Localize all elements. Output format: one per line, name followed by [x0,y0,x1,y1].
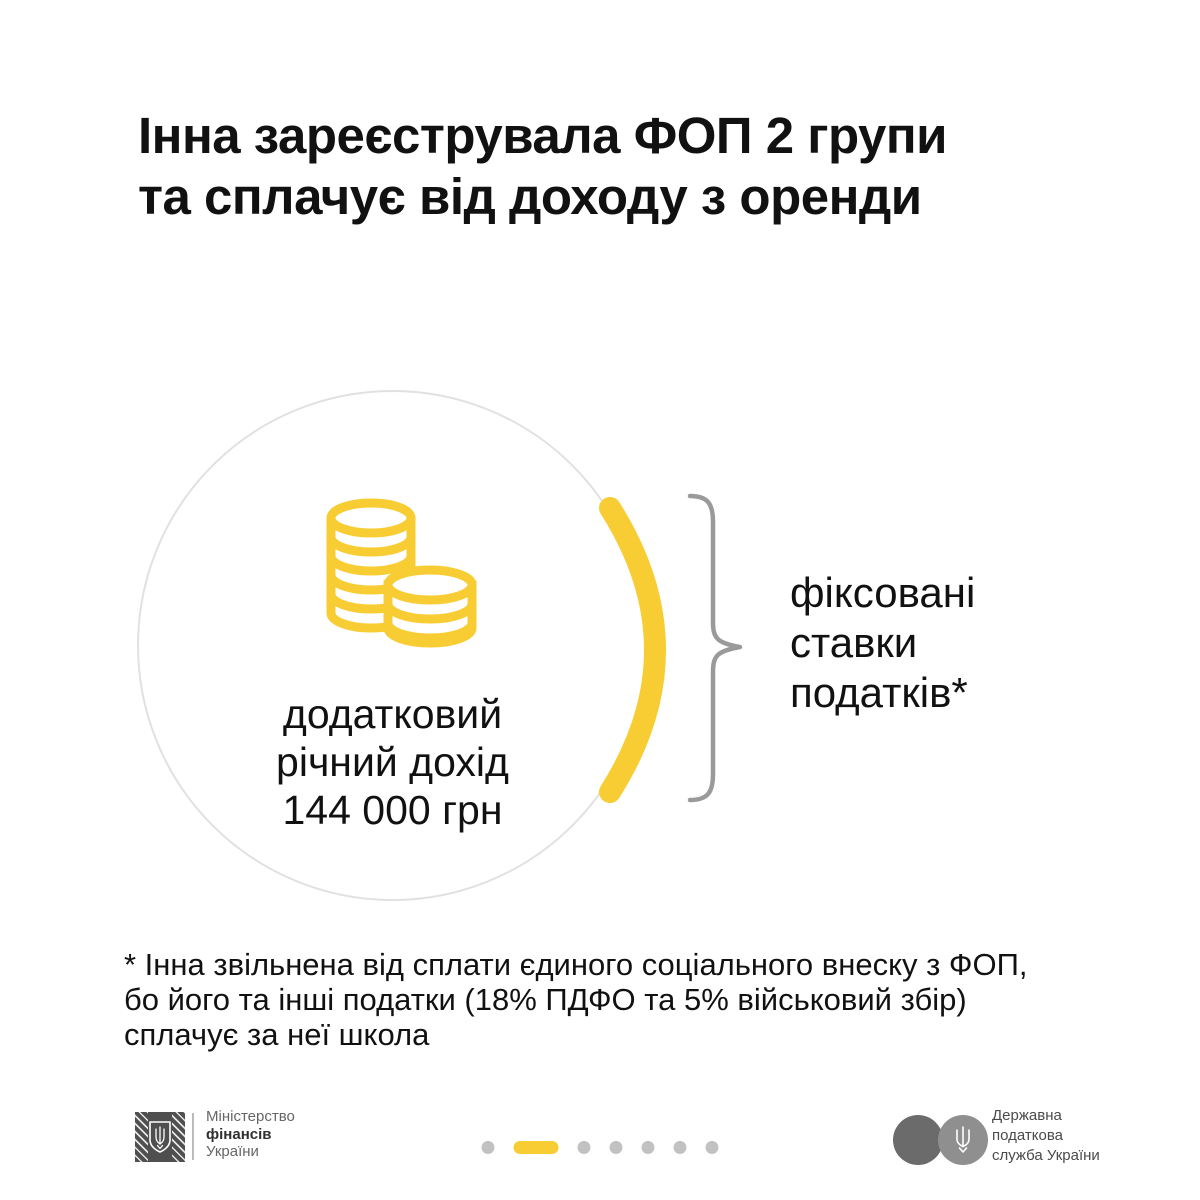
minfin-text-line-3: України [206,1143,259,1161]
pagination-dot[interactable] [482,1141,495,1154]
tax-service-text [992,1106,1100,1165]
pagination-dot[interactable] [610,1141,623,1154]
pagination-dot[interactable] [706,1141,719,1154]
footnote-line-1: * Інна звільнена від сплати єдиного соціального внеску з ФОП, [124,947,1028,982]
curly-brace-icon [680,492,760,804]
coins-icon [322,494,482,654]
income-label-line-3: 144 000 грн [282,787,503,833]
income-label [137,690,648,834]
pagination-dot[interactable] [642,1141,655,1154]
pagination [482,1141,719,1154]
pagination-dot[interactable] [674,1141,687,1154]
pagination-dot[interactable] [578,1141,591,1154]
minfin-text-line-2: фінансів [206,1125,272,1143]
page-title [138,105,947,227]
minfin-logo [135,1112,185,1162]
minfin-trident-icon [148,1120,172,1154]
fixed-rates-line-3: податків* [790,669,968,716]
fixed-rates-label [790,568,975,718]
income-label-line-1: додатковий [282,691,503,737]
title-line-2: та сплачує від доходу з оренди [138,168,922,225]
footer-divider [192,1113,194,1160]
tax-service-logo [893,1115,994,1165]
footnote-line-3: сплачує за неї школа [124,1017,430,1052]
footnote-line-2: бо його та інші податки (18% ПДФО та 5% військовий збір) [124,982,967,1017]
tax-text-line-3: служба України [992,1146,1100,1164]
minfin-text-line-1: Міністерство [206,1108,295,1125]
tax-text-line-2: податкова [992,1126,1063,1144]
income-label-line-2: річний дохід [276,739,509,785]
minfin-logo-text [206,1108,295,1161]
fixed-rates-line-2: ставки [790,619,918,666]
fixed-rates-line-1: фіксовані [790,569,976,616]
pagination-dot-active[interactable] [514,1141,559,1154]
tax-text-line-1: Державна [992,1107,1062,1124]
footnote [124,947,1028,1052]
tax-circle-dark [893,1115,943,1165]
title-line-1: Інна зареєструвала ФОП 2 групи [138,107,947,164]
